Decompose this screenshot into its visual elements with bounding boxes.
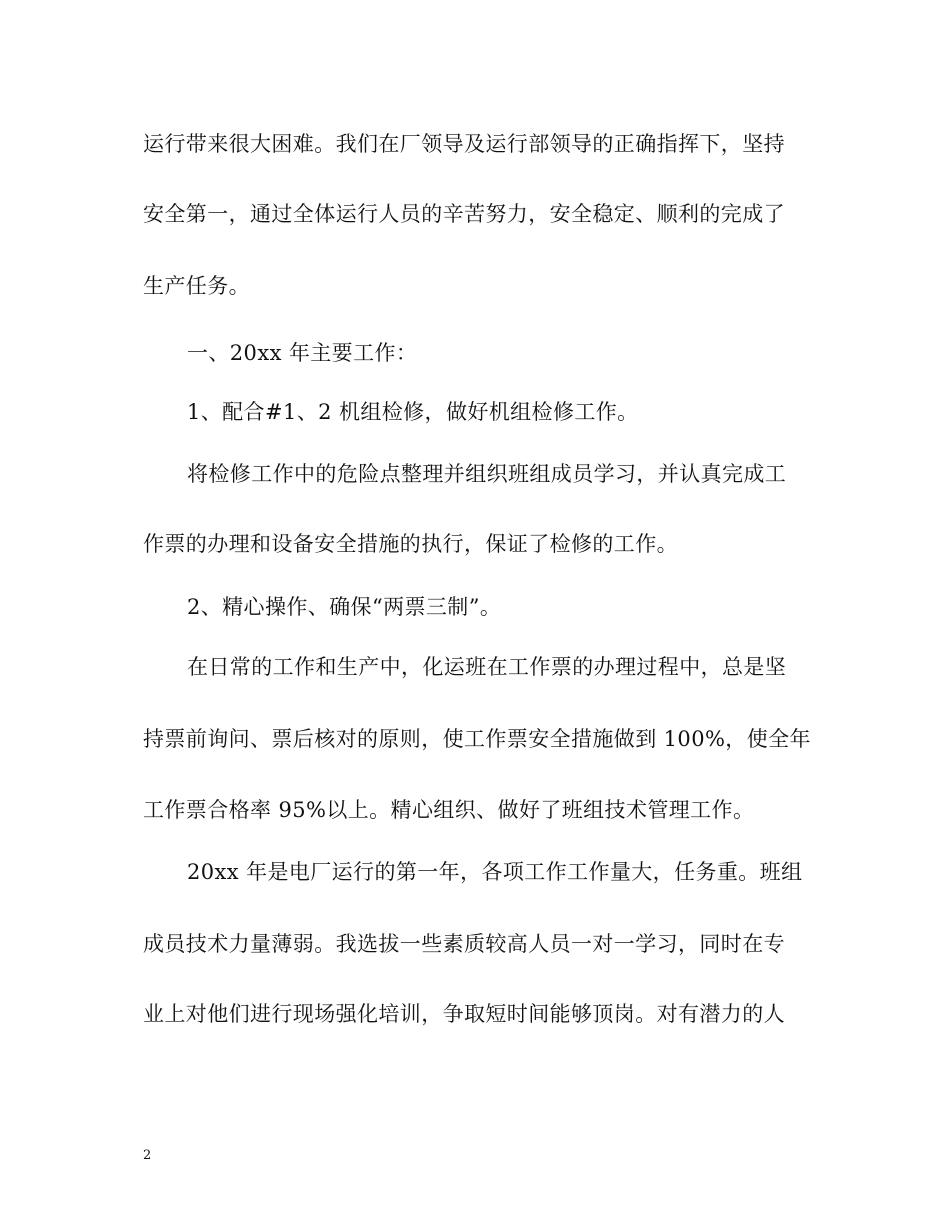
body-text-line: 业上对他们进行现场强化培训，争取短时间能够顶岗。对有潜力的人	[143, 1002, 785, 1026]
body-text-line: 安全第一，通过全体运行人员的辛苦努力，安全稳定、顺利的完成了	[143, 202, 785, 226]
body-text-line: 在日常的工作和生产中，化运班在工作票的办理过程中，总是坚	[187, 655, 787, 679]
body-text-line: 成员技术力量薄弱。我选拔一些素质较高人员一对一学习，同时在专	[143, 932, 785, 956]
body-text-line: 生产任务。	[143, 274, 250, 298]
body-text-line: 20xx 年是电厂运行的第一年，各项工作工作量大，任务重。班组	[187, 860, 803, 884]
page-number: 2	[143, 1148, 152, 1163]
body-text-line: 运行带来很大困难。我们在厂领导及运行部领导的正确指挥下，坚持	[143, 132, 785, 156]
body-text-line: 将检修工作中的危险点整理并组织班组成员学习，并认真完成工	[187, 462, 787, 486]
subsection-heading: 1、配合#1、2 机组检修，做好机组检修工作。	[187, 400, 639, 424]
subsection-heading: 2、精心操作、确保“两票三制”。	[187, 595, 502, 619]
body-text-line: 持票前询问、票后核对的原则，使工作票安全措施做到 100%，使全年	[143, 727, 811, 751]
body-text-line: 作票的办理和设备安全措施的执行，保证了检修的工作。	[143, 532, 678, 556]
section-heading: 一、20xx 年主要工作：	[187, 341, 418, 365]
body-text-line: 工作票合格率 95%以上。精心组织、做好了班组技术管理工作。	[143, 798, 755, 822]
